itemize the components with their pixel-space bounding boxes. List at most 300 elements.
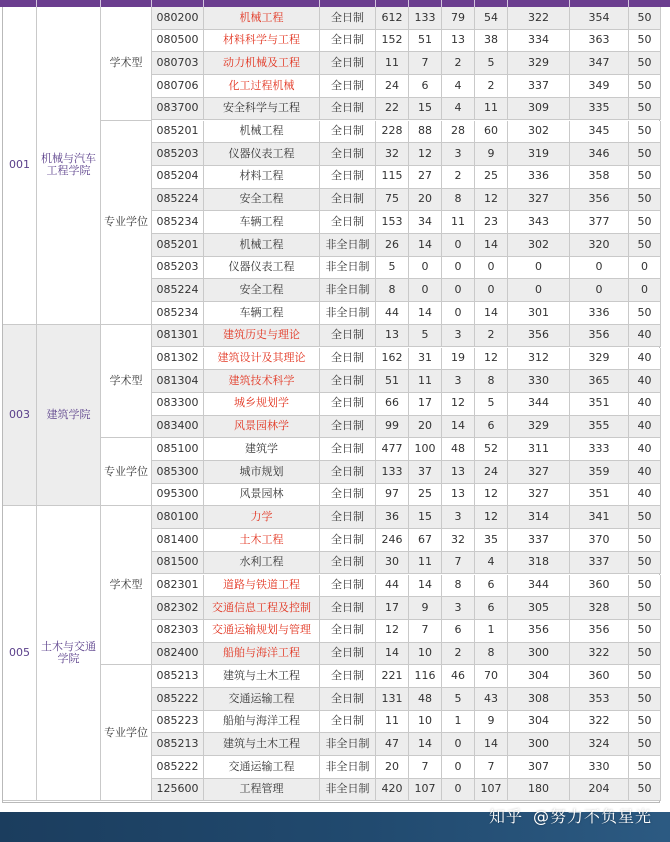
table-cell-major-name: 城市规划: [204, 461, 320, 484]
table-cell-n3: 5: [442, 688, 475, 711]
table-cell-study-mode: 全日制: [320, 52, 376, 75]
table-cell-n2: 31: [409, 348, 442, 371]
table-cell-n4: 8: [475, 370, 508, 393]
table-cell-major-code: 085203: [152, 143, 204, 166]
table-cell-s1: 344: [508, 393, 570, 416]
table-cell-major-name: 水利工程: [204, 552, 320, 575]
table-cell-study-mode: 全日制: [320, 7, 376, 30]
table-cell-n4: 1: [475, 620, 508, 643]
table-cell-n3: 7: [442, 552, 475, 575]
table-cell-s1: 307: [508, 756, 570, 779]
table-cell-n2: 5: [409, 325, 442, 348]
table-cell-n1: 36: [376, 506, 409, 529]
table-cell-n2: 20: [409, 416, 442, 439]
table-cell-s1: 300: [508, 733, 570, 756]
table-cell-major-code: 082303: [152, 620, 204, 643]
table-cell-n2: 12: [409, 143, 442, 166]
table-cell-s3: 50: [629, 597, 661, 620]
table-cell-n2: 25: [409, 484, 442, 507]
table-cell-n1: 153: [376, 211, 409, 234]
table-cell-n3: 0: [442, 779, 475, 802]
table-cell-n1: 133: [376, 461, 409, 484]
table-cell-s3: 50: [629, 506, 661, 529]
table-cell-major-code: 085201: [152, 121, 204, 144]
table-cell-study-mode: 全日制: [320, 98, 376, 121]
table-cell-major-code: 085213: [152, 665, 204, 688]
table-cell-major-name: 风景园林学: [204, 416, 320, 439]
table-cell-s1: 344: [508, 575, 570, 598]
table-cell-n2: 10: [409, 711, 442, 734]
table-cell-n4: 6: [475, 597, 508, 620]
table-cell-major-code: 083700: [152, 98, 204, 121]
table-cell-n2: 15: [409, 98, 442, 121]
table-cell-major-code: 085234: [152, 211, 204, 234]
table-cell-n2: 0: [409, 279, 442, 302]
table-cell-major-name: 交通信息工程及控制: [204, 597, 320, 620]
table-cell-s1: 329: [508, 52, 570, 75]
table-cell-s2: 354: [570, 7, 629, 30]
table-cell-n4: 5: [475, 393, 508, 416]
table-cell-s1: 327: [508, 484, 570, 507]
table-cell-major-name: 城乡规划学: [204, 393, 320, 416]
table-cell-n4: 54: [475, 7, 508, 30]
table-cell-s1: 311: [508, 438, 570, 461]
table-cell-major-name: 安全工程: [204, 279, 320, 302]
table-cell-s2: 322: [570, 711, 629, 734]
table-cell-n2: 9: [409, 597, 442, 620]
table-cell-study-mode: 非全日制: [320, 257, 376, 280]
table-cell-n1: 51: [376, 370, 409, 393]
table-cell-n1: 17: [376, 597, 409, 620]
table-cell-n1: 75: [376, 189, 409, 212]
table-cell-s2: 322: [570, 643, 629, 666]
table-cell-n2: 34: [409, 211, 442, 234]
table-cell-s2: 337: [570, 552, 629, 575]
table-cell-n4: 9: [475, 711, 508, 734]
table-cell-s3: 50: [629, 665, 661, 688]
table-cell-major-name: 车辆工程: [204, 302, 320, 325]
zhihu-logo-text: 知乎: [488, 807, 523, 826]
table-cell-major-name: 机械工程: [204, 121, 320, 144]
table-cell-n3: 3: [442, 325, 475, 348]
table-cell-n2: 6: [409, 75, 442, 98]
table-cell-study-mode: 全日制: [320, 348, 376, 371]
table-cell-study-mode: 全日制: [320, 506, 376, 529]
table-cell-n4: 12: [475, 484, 508, 507]
table-cell-n3: 0: [442, 733, 475, 756]
table-cell-n1: 612: [376, 7, 409, 30]
table-cell-major-name: 建筑历史与理论: [204, 325, 320, 348]
table-cell-n1: 12: [376, 620, 409, 643]
table-cell-n2: 51: [409, 30, 442, 53]
table-cell-s2: 377: [570, 211, 629, 234]
table-cell-s1: 308: [508, 688, 570, 711]
table-cell-s1: 302: [508, 121, 570, 144]
table-cell-s3: 50: [629, 688, 661, 711]
table-cell-s2: 336: [570, 302, 629, 325]
table-cell-s1: 330: [508, 370, 570, 393]
table-cell-s3: 50: [629, 575, 661, 598]
table-cell-major-name: 船舶与海洋工程: [204, 711, 320, 734]
table-cell-n3: 4: [442, 75, 475, 98]
table-cell-major-name: 道路与铁道工程: [204, 575, 320, 598]
table-cell-major-name: 风景园林: [204, 484, 320, 507]
table-cell-s1: 334: [508, 30, 570, 53]
table-cell-study-mode: 全日制: [320, 189, 376, 212]
table-cell-major-code: 095300: [152, 484, 204, 507]
table-cell-s3: 50: [629, 143, 661, 166]
table-cell-n4: 2: [475, 75, 508, 98]
table-cell-n2: 7: [409, 620, 442, 643]
table-cell-n2: 14: [409, 733, 442, 756]
table-cell-n4: 0: [475, 257, 508, 280]
table-cell-major-name: 仪器仪表工程: [204, 143, 320, 166]
table-cell-s2: 341: [570, 506, 629, 529]
table-cell-n4: 9: [475, 143, 508, 166]
table-cell-s1: 312: [508, 348, 570, 371]
table-cell-major-code: 082301: [152, 575, 204, 598]
table-cell-n2: 27: [409, 166, 442, 189]
table-cell-study-mode: 全日制: [320, 393, 376, 416]
table-cell-s3: 50: [629, 166, 661, 189]
table-cell-study-mode: 全日制: [320, 438, 376, 461]
table-cell-n4: 6: [475, 416, 508, 439]
table-cell-n3: 0: [442, 257, 475, 280]
table-cell-n1: 162: [376, 348, 409, 371]
degree-type: 专业学位: [101, 438, 152, 506]
table-cell-s2: 356: [570, 189, 629, 212]
table-cell-n4: 12: [475, 348, 508, 371]
table-cell-n1: 47: [376, 733, 409, 756]
table-cell-s1: 314: [508, 506, 570, 529]
table-cell-n1: 131: [376, 688, 409, 711]
table-cell-study-mode: 全日制: [320, 461, 376, 484]
table-cell-major-code: 085224: [152, 279, 204, 302]
table-cell-n4: 60: [475, 121, 508, 144]
table-cell-n1: 97: [376, 484, 409, 507]
table-cell-n4: 5: [475, 52, 508, 75]
table-cell-s1: 337: [508, 75, 570, 98]
table-cell-n1: 8: [376, 279, 409, 302]
table-cell-major-name: 材料工程: [204, 166, 320, 189]
table-cell-s2: 0: [570, 257, 629, 280]
table-cell-major-code: 080100: [152, 506, 204, 529]
table-cell-study-mode: 全日制: [320, 75, 376, 98]
table-cell-n4: 25: [475, 166, 508, 189]
table-cell-s3: 50: [629, 30, 661, 53]
table-cell-s1: 319: [508, 143, 570, 166]
table-cell-n3: 0: [442, 302, 475, 325]
table-cell-n3: 8: [442, 189, 475, 212]
table-cell-n3: 13: [442, 30, 475, 53]
watermark-author: @努力不负星光: [532, 807, 652, 826]
table-cell-s3: 40: [629, 393, 661, 416]
table-cell-n1: 99: [376, 416, 409, 439]
table-cell-s2: 365: [570, 370, 629, 393]
table-cell-major-code: 081304: [152, 370, 204, 393]
table-cell-n2: 14: [409, 575, 442, 598]
table-cell-s3: 50: [629, 75, 661, 98]
college-name: 土木与交通学院: [37, 506, 101, 801]
table-cell-s2: 204: [570, 779, 629, 802]
table-cell-study-mode: 全日制: [320, 643, 376, 666]
table-cell-s3: 50: [629, 52, 661, 75]
table-cell-s3: 50: [629, 211, 661, 234]
table-cell-s2: 345: [570, 121, 629, 144]
table-cell-s3: 40: [629, 461, 661, 484]
table-cell-s1: 318: [508, 552, 570, 575]
table-cell-n3: 4: [442, 98, 475, 121]
table-cell-major-code: 083400: [152, 416, 204, 439]
table-cell-s3: 50: [629, 733, 661, 756]
table-cell-n1: 30: [376, 552, 409, 575]
table-cell-n2: 10: [409, 643, 442, 666]
table-cell-n2: 20: [409, 189, 442, 212]
table-cell-n1: 115: [376, 166, 409, 189]
table-cell-n1: 152: [376, 30, 409, 53]
table-cell-n4: 52: [475, 438, 508, 461]
table-cell-n1: 32: [376, 143, 409, 166]
college-name: 机械与汽车工程学院: [37, 7, 101, 325]
table-cell-s1: 309: [508, 98, 570, 121]
table-cell-s1: 304: [508, 665, 570, 688]
table-cell-n4: 14: [475, 733, 508, 756]
table-cell-s3: 40: [629, 438, 661, 461]
table-cell-study-mode: 全日制: [320, 166, 376, 189]
table-cell-s1: 343: [508, 211, 570, 234]
table-cell-s1: 302: [508, 234, 570, 257]
table-cell-s2: 324: [570, 733, 629, 756]
watermark: [489, 804, 652, 827]
table-cell-major-name: 机械工程: [204, 7, 320, 30]
table-cell-major-code: 082302: [152, 597, 204, 620]
college-code: 001: [3, 7, 37, 325]
table-cell-n3: 0: [442, 279, 475, 302]
table-cell-s2: 355: [570, 416, 629, 439]
table-cell-n4: 70: [475, 665, 508, 688]
table-cell-s3: 40: [629, 416, 661, 439]
table-cell-n4: 4: [475, 552, 508, 575]
table-cell-s1: 327: [508, 461, 570, 484]
table-cell-n4: 23: [475, 211, 508, 234]
table-cell-n3: 48: [442, 438, 475, 461]
table-cell-major-name: 土木工程: [204, 529, 320, 552]
table-cell-n2: 0: [409, 257, 442, 280]
table-cell-s2: 333: [570, 438, 629, 461]
table-cell-major-name: 船舶与海洋工程: [204, 643, 320, 666]
table-cell-s3: 40: [629, 370, 661, 393]
table-cell-s3: 50: [629, 7, 661, 30]
table-cell-major-code: 085222: [152, 756, 204, 779]
table-cell-s2: 360: [570, 575, 629, 598]
table-cell-study-mode: 全日制: [320, 575, 376, 598]
table-cell-n4: 43: [475, 688, 508, 711]
table-cell-n4: 14: [475, 234, 508, 257]
table-cell-n1: 66: [376, 393, 409, 416]
table-cell-s2: 347: [570, 52, 629, 75]
table-cell-major-code: 085224: [152, 189, 204, 212]
table-cell-n3: 79: [442, 7, 475, 30]
table-cell-n4: 2: [475, 325, 508, 348]
table-cell-s1: 300: [508, 643, 570, 666]
table-cell-major-code: 085234: [152, 302, 204, 325]
table-cell-n1: 228: [376, 121, 409, 144]
table-cell-n2: 133: [409, 7, 442, 30]
table-cell-n1: 22: [376, 98, 409, 121]
table-cell-major-name: 机械工程: [204, 234, 320, 257]
table-cell-s1: 356: [508, 325, 570, 348]
table-cell-major-code: 081302: [152, 348, 204, 371]
table-cell-major-name: 交通运输工程: [204, 688, 320, 711]
table-cell-s2: 349: [570, 75, 629, 98]
table-cell-major-name: 建筑与土木工程: [204, 733, 320, 756]
table-cell-s3: 50: [629, 98, 661, 121]
table-cell-major-name: 材料科学与工程: [204, 30, 320, 53]
table-cell-n3: 0: [442, 756, 475, 779]
table-cell-s3: 50: [629, 620, 661, 643]
table-cell-n2: 37: [409, 461, 442, 484]
degree-type: 学术型: [101, 506, 152, 665]
table-cell-n3: 12: [442, 393, 475, 416]
table-cell-s3: 40: [629, 325, 661, 348]
degree-type: 专业学位: [101, 121, 152, 325]
table-cell-study-mode: 非全日制: [320, 756, 376, 779]
table-cell-major-name: 动力机械及工程: [204, 52, 320, 75]
table-cell-n4: 107: [475, 779, 508, 802]
table-cell-study-mode: 全日制: [320, 711, 376, 734]
table-cell-n1: 44: [376, 575, 409, 598]
degree-type: 学术型: [101, 325, 152, 439]
table-cell-n2: 48: [409, 688, 442, 711]
table-cell-n2: 7: [409, 756, 442, 779]
table-cell-study-mode: 全日制: [320, 665, 376, 688]
table-cell-n3: 3: [442, 506, 475, 529]
table-cell-n3: 0: [442, 234, 475, 257]
table-cell-n4: 38: [475, 30, 508, 53]
table-cell-s3: 50: [629, 779, 661, 802]
table-cell-n1: 24: [376, 75, 409, 98]
table-cell-major-name: 交通运输规划与管理: [204, 620, 320, 643]
table-cell-s1: 322: [508, 7, 570, 30]
table-cell-major-code: 080200: [152, 7, 204, 30]
table-cell-study-mode: 非全日制: [320, 733, 376, 756]
table-cell-s2: 358: [570, 166, 629, 189]
table-cell-n2: 67: [409, 529, 442, 552]
table-cell-s1: 0: [508, 257, 570, 280]
table-cell-n3: 3: [442, 143, 475, 166]
table-cell-n3: 1: [442, 711, 475, 734]
table-cell-n1: 221: [376, 665, 409, 688]
table-cell-s1: 327: [508, 189, 570, 212]
table-cell-s2: 360: [570, 665, 629, 688]
table-cell-major-code: 081500: [152, 552, 204, 575]
table-cell-study-mode: 全日制: [320, 529, 376, 552]
table-cell-s1: 0: [508, 279, 570, 302]
table-cell-n3: 19: [442, 348, 475, 371]
table-cell-n3: 2: [442, 643, 475, 666]
college-code: 003: [3, 325, 37, 507]
table-cell-study-mode: 非全日制: [320, 302, 376, 325]
table-cell-n2: 11: [409, 552, 442, 575]
table-cell-n4: 12: [475, 506, 508, 529]
table-cell-s3: 50: [629, 756, 661, 779]
table-cell-major-code: 081400: [152, 529, 204, 552]
table-cell-n4: 12: [475, 189, 508, 212]
table-cell-study-mode: 全日制: [320, 484, 376, 507]
table-cell-n3: 13: [442, 461, 475, 484]
table-cell-major-code: 080500: [152, 30, 204, 53]
table-cell-study-mode: 全日制: [320, 325, 376, 348]
table-cell-study-mode: 全日制: [320, 211, 376, 234]
table-cell-n2: 15: [409, 506, 442, 529]
table-cell-n2: 116: [409, 665, 442, 688]
table-cell-n4: 24: [475, 461, 508, 484]
table-cell-s3: 0: [629, 279, 661, 302]
table-cell-major-code: 080706: [152, 75, 204, 98]
table-cell-study-mode: 全日制: [320, 370, 376, 393]
table-cell-s2: 0: [570, 279, 629, 302]
table-cell-s2: 351: [570, 393, 629, 416]
table-cell-n3: 2: [442, 52, 475, 75]
table-cell-major-code: 085222: [152, 688, 204, 711]
table-cell-n2: 100: [409, 438, 442, 461]
table-cell-major-code: 085223: [152, 711, 204, 734]
table-cell-major-name: 仪器仪表工程: [204, 257, 320, 280]
table-cell-n3: 14: [442, 416, 475, 439]
table-cell-s1: 180: [508, 779, 570, 802]
table-cell-s2: 370: [570, 529, 629, 552]
table-cell-study-mode: 全日制: [320, 597, 376, 620]
table-cell-study-mode: 非全日制: [320, 234, 376, 257]
table-cell-s2: 363: [570, 30, 629, 53]
table-cell-s3: 0: [629, 257, 661, 280]
table-cell-major-name: 力学: [204, 506, 320, 529]
table-cell-s3: 50: [629, 711, 661, 734]
table-cell-n2: 7: [409, 52, 442, 75]
table-cell-major-code: 081301: [152, 325, 204, 348]
table-cell-s2: 359: [570, 461, 629, 484]
table-cell-s3: 50: [629, 529, 661, 552]
table-cell-major-code: 080703: [152, 52, 204, 75]
admission-table: [2, 7, 660, 803]
table-cell-n4: 8: [475, 643, 508, 666]
table-cell-n3: 3: [442, 370, 475, 393]
table-cell-major-code: 083300: [152, 393, 204, 416]
table-cell-n1: 420: [376, 779, 409, 802]
table-cell-n4: 0: [475, 279, 508, 302]
table-cell-s1: 337: [508, 529, 570, 552]
table-cell-n2: 14: [409, 234, 442, 257]
college-code: 005: [3, 506, 37, 801]
table-cell-s2: 320: [570, 234, 629, 257]
table-cell-s2: 328: [570, 597, 629, 620]
table-cell-n3: 3: [442, 597, 475, 620]
table-cell-s1: 336: [508, 166, 570, 189]
table-cell-s1: 356: [508, 620, 570, 643]
table-cell-n3: 6: [442, 620, 475, 643]
table-cell-n4: 14: [475, 302, 508, 325]
table-cell-study-mode: 全日制: [320, 143, 376, 166]
table-cell-n3: 2: [442, 166, 475, 189]
table-cell-major-name: 建筑技术科学: [204, 370, 320, 393]
table-cell-s1: 301: [508, 302, 570, 325]
table-cell-n1: 477: [376, 438, 409, 461]
table-cell-s1: 304: [508, 711, 570, 734]
table-cell-n2: 11: [409, 370, 442, 393]
table-cell-major-name: 车辆工程: [204, 211, 320, 234]
table-cell-study-mode: 非全日制: [320, 779, 376, 802]
table-cell-n1: 11: [376, 711, 409, 734]
